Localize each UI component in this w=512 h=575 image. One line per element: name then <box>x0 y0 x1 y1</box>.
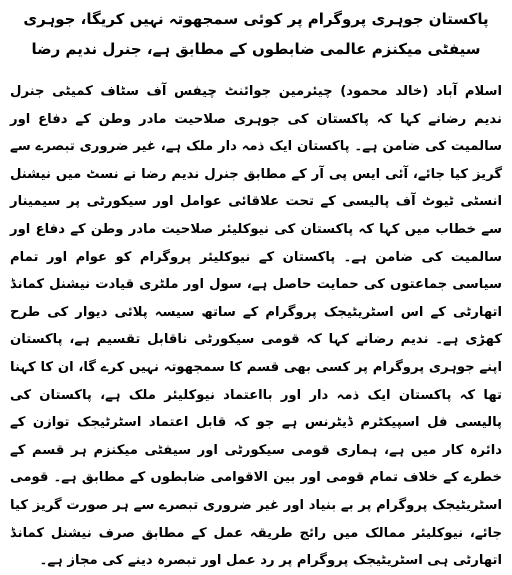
headline: پاکستان جوہری پروگرام پر کوئی سمجھوتہ نہیں کریگا، جوہری سیفٹی میکنزم عالمی ضابطوں کے مطابق ہے، جنرل ندیم رضا <box>23 10 489 58</box>
article-body: اسلام آباد (خالد محمود) چیئرمین جوائنٹ چیفس آف سٹاف کمیٹی جنرل ندیم رضانے کہا کہ پاکستان کی جوہری صلاحیت مادر وطن کے دفاع اور سالمیت کی ضامن ہے۔ پاکستان ایک ذمہ دار ملک ہے، غیر ضروری تبصرے سے گریز کیا جائے، آئی ایس پی آر کے مطابق جنرل ندیم رضا نے نسٹ میں نیشنل انسٹی ٹیوٹ آف پالیسی کے تحت علاقائی عوامل اور سیکورٹی پر سیمینار سے خطاب میں کہا کہ پاکستان کی نیوکلیئر صلاحیت مادر وطن کے دفاع اور سالمیت کی ضامن ہے۔ پاکستان کے نیوکلیئر پروگرام کو عوام اور تمام سیاسی جماعتوں کی حمایت حاصل ہے، سول اور ملٹری قیادت نیشنل کمانڈ اتھارٹی کے اس اسٹریٹیجک پروگرام کے ساتھ سیسہ پلائی دیوار کی طرح کھڑی ہے۔ ندیم رضانے کہا کہ قومی سیکورٹی ناقابل تقسیم ہے، پاکستان اپنے جوہری پروگرام پر کسی بھی قسم کا سمجھوتہ نہیں کرے گا، ان کا کہنا تھا کہ پاکستان ایک ذمہ دار اور بااعتماد نیوکلیئر ملک ہے، پاکستان کی پالیسی فل اسپیکٹرم ڈیٹرنس ہے جو کہ قابل اعتماد اسٹرٹیجک توازن کے دائرہ کار میں ہے، ہماری قومی سیکورٹی اور سیفٹی میکنزم ہر قسم کے خطرے کے خلاف تمام قومی اور بین الاقوامی ضابطوں کے مطابق ہے۔ قومی اسٹریٹیجک پروگرام پر بے بنیاد اور غیر ضروری تبصرے سے ہر صورت گریز کیا جائے، نیوکلیئر ممالک میں رائج طریقہ عمل کے مطابق صرف نیشنل کمانڈ اتھارٹی ہی اسٹریٹیجک پروگرام پر رد عمل اور تبصرہ دینے کی مجاز ہے۔ <box>10 84 502 569</box>
